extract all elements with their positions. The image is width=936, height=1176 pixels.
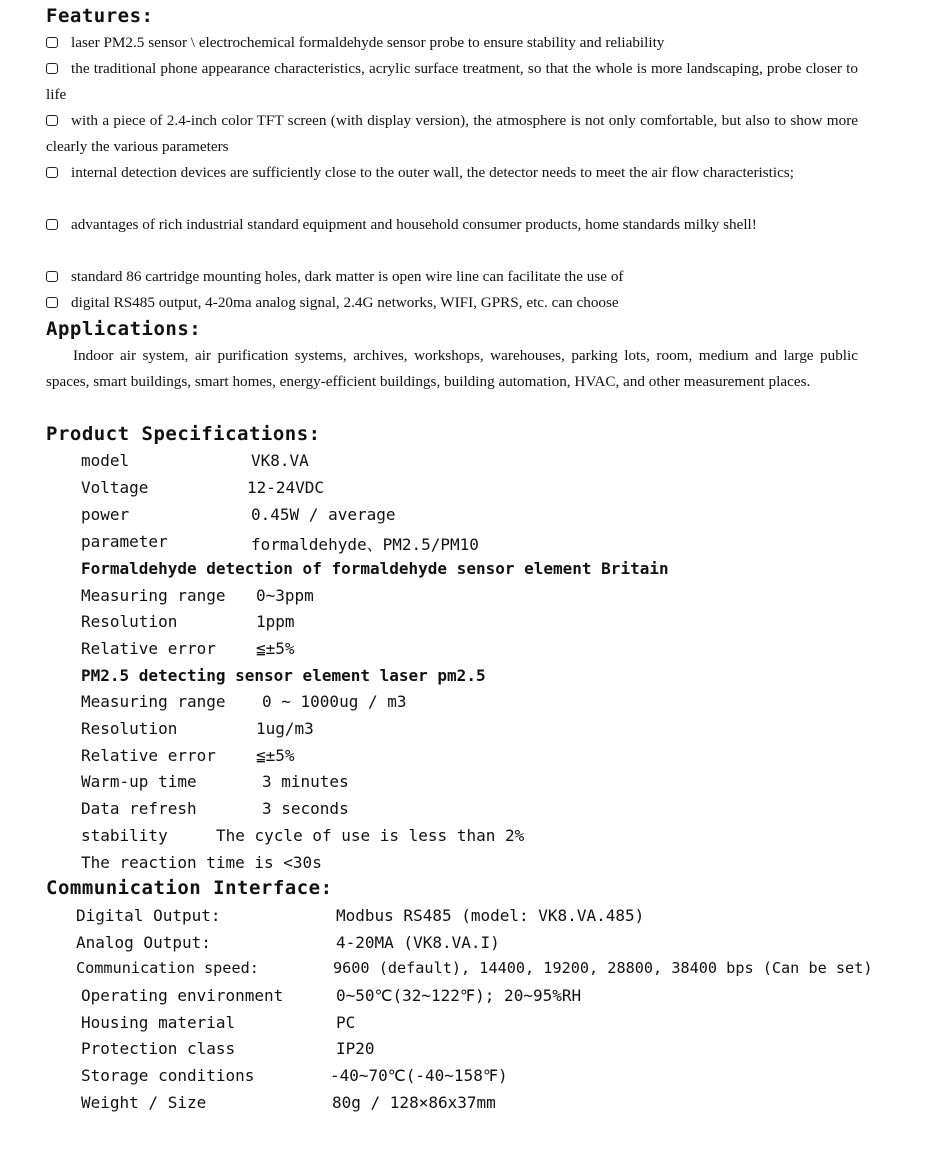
applications-text: Indoor air system, air purification systems, archives, workshops, warehouses, parking lots, room, medium and large public spaces, smart buildings, smart homes, energy-efficient buildings, building automation, HVAC, and other measurement places. bbox=[46, 347, 858, 390]
bullet-icon bbox=[46, 63, 58, 74]
datasheet-page: Features: laser PM2.5 sensor \ electrochemical formaldehyde sensor probe to ensure stability and reliability the traditional phone appearance characteristics, acrylic surface treatment, so that the whole is more landscaping, probe closer to life with a piece of 2.4-inch color TFT screen (with display version), the atmosphere is not only comfortable, but also to show more clearly the various parameters internal detection devices are sufficiently close to the outer wall, the detector needs to meet the air flow characteristics; advantages of rich industrial standard equipment and household consumer products, home standards milky shell! standard 86 cartridge mounting holes, dark matter is open wire line can facilitate the use of digital RS485 output, 4-20ma analog signal, 2.4G networks, WIFI, GPRS, etc. can choose Applications: Indoor air system, air purification systems, archives, workshops, warehouses, parking lots, room, medium and large public spaces, smart buildings, smart homes, energy-efficient buildings, building automation, HVAC, and other measurement places. Product Specifications: model VK8.VA Voltage 12-24VDC power 0.45W / average parameter formaldehyde、PM2.5/PM10 Formaldehyde detection of formaldehyde sensor element Britain Measuring range 0~3ppm Resolution 1ppm Relative error ≦±5% PM2.5 detecting sensor element laser pm2.5 Measuring range 0 ~ 1000ug / m3 Resolution 1ug/m3 Relative error ≦±5% Warm-up time 3 minutes Data refresh 3 seconds stability The cycle of use is less than 2% The reaction time is <30s Communication Interface: Digital Output: Modbus RS485 (model: VK8.VA.485) Analog Output: 4-20MA (VK8.VA.I) Communication speed: 9600 (default), 14400, 19200, 28800, 38400 bps (Can be set) Operating environment 0~50℃(32~122℉); 20~95%RH Housing material PC Protection class IP20 Storage conditions -40~70℃(-40~158℉) Weight / Size 80g / 128×86x37mm bbox=[46, 5, 873, 1112]
specs-heading: Product Specifications: bbox=[46, 423, 321, 445]
reaction-time: The reaction time is <30s bbox=[81, 853, 322, 872]
features-heading: Features: bbox=[46, 5, 154, 27]
pm-subheading: PM2.5 detecting sensor element laser pm2.5 bbox=[81, 666, 486, 685]
applications-heading: Applications: bbox=[46, 318, 202, 340]
bullet-icon bbox=[46, 297, 58, 308]
bullet-icon bbox=[46, 37, 58, 48]
feature-item: digital RS485 output, 4-20ma analog signal, 2.4G networks, WIFI, GPRS, etc. can choose bbox=[46, 290, 858, 316]
feature-item: the traditional phone appearance characteristics, acrylic surface treatment, so that the whole is more landscaping, probe closer to life bbox=[46, 60, 858, 103]
feature-item: with a piece of 2.4-inch color TFT screen (with display version), the atmosphere is not only comfortable, but also to show more clearly the various parameters bbox=[46, 112, 858, 155]
bullet-icon bbox=[46, 167, 58, 178]
feature-item: standard 86 cartridge mounting holes, dark matter is open wire line can facilitate the use of bbox=[46, 264, 858, 290]
hcho-subheading: Formaldehyde detection of formaldehyde sensor element Britain bbox=[81, 559, 669, 578]
feature-item: laser PM2.5 sensor \ electrochemical formaldehyde sensor probe to ensure stability and reliability bbox=[46, 30, 858, 56]
bullet-icon bbox=[46, 219, 58, 230]
bullet-icon bbox=[46, 115, 58, 126]
feature-item: advantages of rich industrial standard equipment and household consumer products, home standards milky shell! bbox=[46, 212, 858, 238]
feature-item: internal detection devices are sufficiently close to the outer wall, the detector needs to meet the air flow characteristics; bbox=[46, 160, 858, 186]
comm-heading: Communication Interface: bbox=[46, 877, 333, 899]
bullet-icon bbox=[46, 271, 58, 282]
